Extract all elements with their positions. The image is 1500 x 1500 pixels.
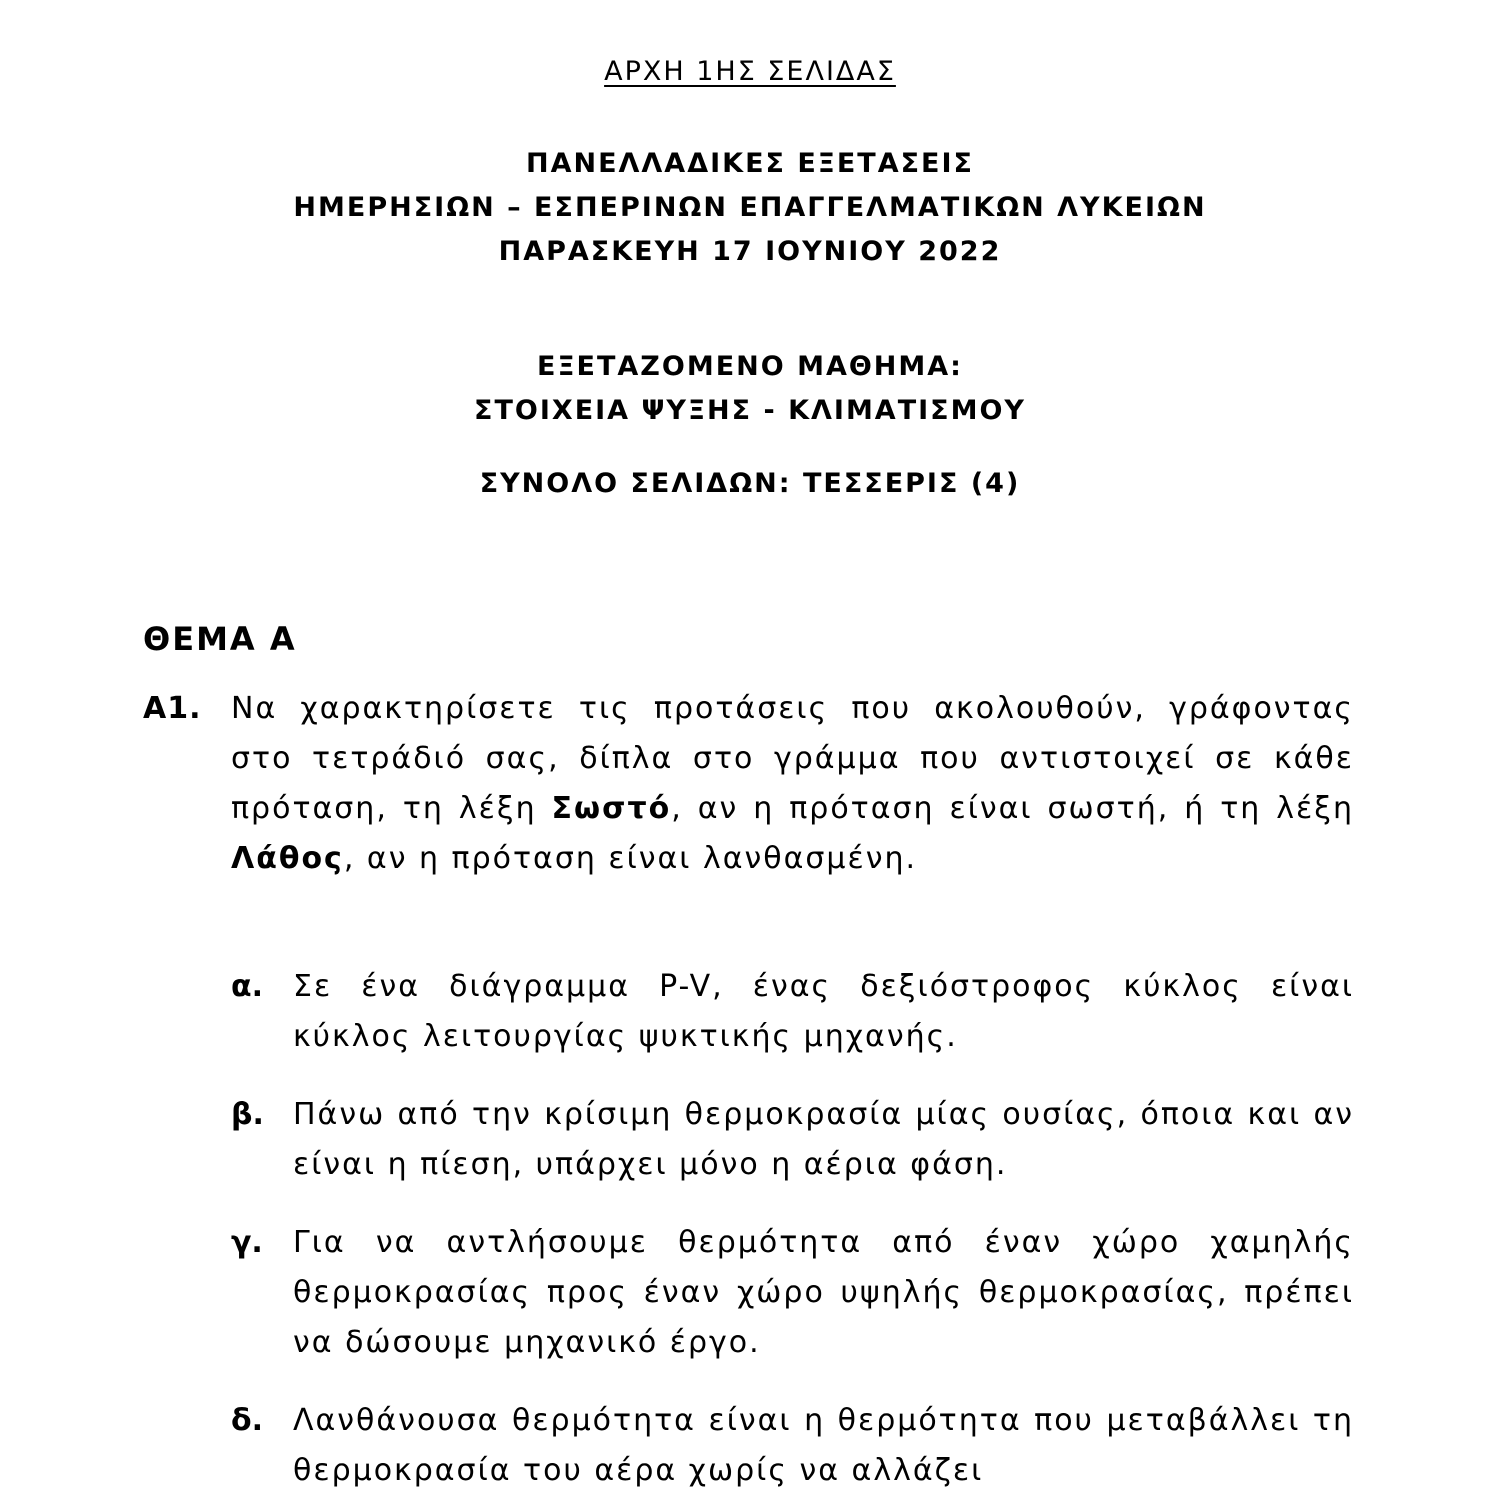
question-bold-wrong: Λάθος [231,841,344,876]
subject-name: ΣΤΟΙΧΕΙΑ ΨΥΞΗΣ - ΚΛΙΜΑΤΙΣΜΟΥ [474,395,1026,426]
question-text-part1: Να χαρακτηρίσετε τις προτάσεις που ακολουθούν, γράφοντας στο τετράδιό σας, δίπλα στο γράμμα που αντιστοιχεί σε κάθε πρόταση, τη λέξη [231,691,1354,826]
page-marker: ΑΡΧΗ 1ΗΣ ΣΕΛΙΔΑΣ [604,56,896,87]
item-text-c: Για να αντλήσουμε θερμότητα από έναν χώρο χαμηλής θερμοκρασίας προς έναν χώρο υψηλής θερμοκρασίας, πρέπει να δώσουμε μηχανικό έργο. [293,1225,1354,1360]
question-text-part3: , αν η πρόταση είναι λανθασμένη. [343,841,918,876]
subject-label: ΕΞΕΤΑΖΟΜΕΝΟ ΜΑΘΗΜΑ: [537,351,963,382]
item-label-a: α. [231,969,264,1004]
question-text-part2: , αν η πρόταση είναι σωστή, ή τη λέξη [671,791,1354,826]
item-label-c: γ. [231,1225,263,1260]
header-schools: ΗΜΕΡΗΣΙΩΝ – ΕΣΠΕΡΙΝΩΝ ΕΠΑΓΓΕΛΜΑΤΙΚΩΝ ΛΥΚΕΙΩΝ [293,192,1207,223]
item-text-a: Σε ένα διάγραμμα P-V, ένας δεξιόστροφος κύκλος είναι κύκλος λειτουργίας ψυκτικής μηχανής. [293,969,1354,1054]
header-title: ΠΑΝΕΛΛΑΔΙΚΕΣ ΕΞΕΤΑΣΕΙΣ [525,148,974,179]
question-bold-correct: Σωστό [551,791,672,826]
question-text [231,684,1354,884]
topic-heading: ΘΕΜΑ Α [143,620,297,658]
item-text-b: Πάνω από την κρίσιμη θερμοκρασία μίας ουσίας, όποια και αν είναι η πίεση, υπάρχει μόνο η αέρια φάση. [293,1097,1354,1182]
item-label-d: δ. [231,1403,264,1438]
item-text-d: Λανθάνουσα θερμότητα είναι η θερμότητα που μεταβάλλει τη θερμοκρασία του αέρα χωρίς να αλλάζει [293,1403,1354,1488]
item-label-b: β. [231,1097,264,1132]
header-date: ΠΑΡΑΣΚΕΥΗ 17 ΙΟΥΝΙΟΥ 2022 [498,236,1002,267]
question-label: Α1. [143,691,202,726]
total-pages: ΣΥΝΟΛΟ ΣΕΛΙΔΩΝ: ΤΕΣΣΕΡΙΣ (4) [479,468,1021,499]
